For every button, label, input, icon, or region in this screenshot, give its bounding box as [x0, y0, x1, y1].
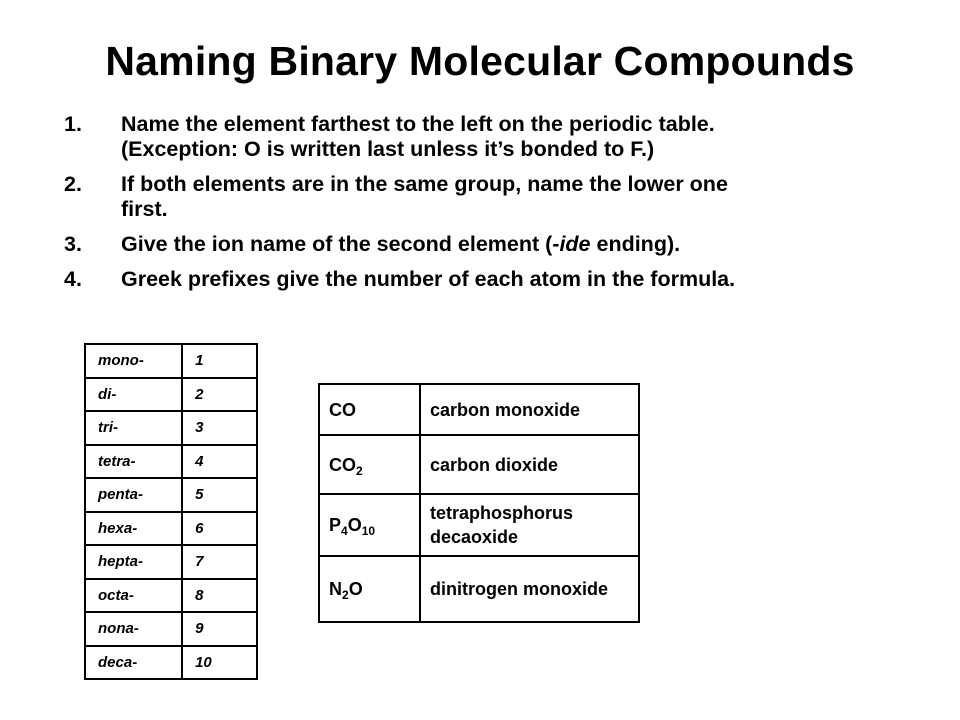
compound-name-cell: carbon dioxide: [420, 435, 639, 494]
rule-item: [64, 232, 924, 257]
element-symbol: P: [329, 515, 342, 535]
prefix-cell: tetra-: [85, 445, 182, 479]
prefix-cell: hepta-: [85, 545, 182, 579]
rule-number: 2.: [64, 172, 82, 196]
number-cell: 5: [182, 478, 257, 512]
prefix-cell: di-: [85, 378, 182, 412]
number-cell: 10: [182, 646, 257, 680]
prefix-cell: mono-: [85, 344, 182, 378]
prefix-cell: nona-: [85, 612, 182, 646]
rule-text-italic: -ide: [552, 232, 591, 256]
table-row: [319, 384, 639, 435]
table-row: [85, 378, 257, 412]
prefix-cell: penta-: [85, 478, 182, 512]
prefix-cell: tri-: [85, 411, 182, 445]
table-row: [319, 556, 639, 622]
number-cell: 2: [182, 378, 257, 412]
element-symbol: CO: [329, 454, 356, 475]
number-cell: 4: [182, 445, 257, 479]
formula-cell: [319, 384, 420, 435]
prefix-cell: deca-: [85, 646, 182, 680]
number-cell: 6: [182, 512, 257, 546]
subscript: 4: [341, 524, 348, 538]
element-symbol: CO: [329, 399, 356, 420]
table-row: [85, 445, 257, 479]
table-row: [85, 646, 257, 680]
rule-text: Greek prefixes give the number of each atom in the formula.: [121, 267, 736, 291]
rule-text: (Exception: O is written last unless it’s bonded to F.): [121, 137, 655, 161]
compound-name-cell: carbon monoxide: [420, 384, 639, 435]
compound-name-cell: dinitrogen monoxide: [420, 556, 639, 622]
examples-table: [318, 383, 640, 623]
rule-number: 4.: [64, 267, 82, 291]
prefix-cell: octa-: [85, 579, 182, 613]
rule-item: [64, 112, 924, 162]
table-row: [85, 344, 257, 378]
rule-text: If both elements are in the same group, name the lower one: [121, 172, 728, 196]
element-symbol: O: [348, 579, 363, 599]
number-cell: 8: [182, 579, 257, 613]
rule-text: first.: [121, 197, 168, 221]
compound-name-cell: tetraphosphorus decaoxide: [420, 494, 639, 556]
table-row: [85, 478, 257, 512]
table-row: [85, 411, 257, 445]
rules-list: [64, 112, 924, 302]
rule-number: 1.: [64, 112, 82, 136]
number-cell: 1: [182, 344, 257, 378]
element-symbol: N: [329, 579, 342, 599]
subscript: 2: [356, 463, 363, 478]
table-row: [85, 612, 257, 646]
rule-item: [64, 172, 924, 222]
number-cell: 3: [182, 411, 257, 445]
number-cell: 7: [182, 545, 257, 579]
table-row: [85, 512, 257, 546]
rule-item: [64, 267, 924, 292]
table-row: [85, 579, 257, 613]
prefix-cell: hexa-: [85, 512, 182, 546]
formula-cell: [319, 494, 420, 556]
element-symbol: O: [347, 515, 362, 535]
page-title: Naming Binary Molecular Compounds: [105, 38, 855, 84]
subscript: 2: [342, 588, 349, 602]
table-row: [319, 494, 639, 556]
prefix-table: [84, 343, 258, 680]
subscript: 10: [361, 524, 376, 538]
formula-cell: [319, 435, 420, 494]
rule-text: Name the element farthest to the left on the periodic table.: [121, 112, 715, 136]
rule-text: Give the ion name of the second element (: [121, 232, 553, 256]
rule-text: ending).: [590, 232, 681, 256]
table-row: [85, 545, 257, 579]
rule-number: 3.: [64, 232, 82, 256]
table-row: [319, 435, 639, 494]
formula-cell: [319, 556, 420, 622]
number-cell: 9: [182, 612, 257, 646]
